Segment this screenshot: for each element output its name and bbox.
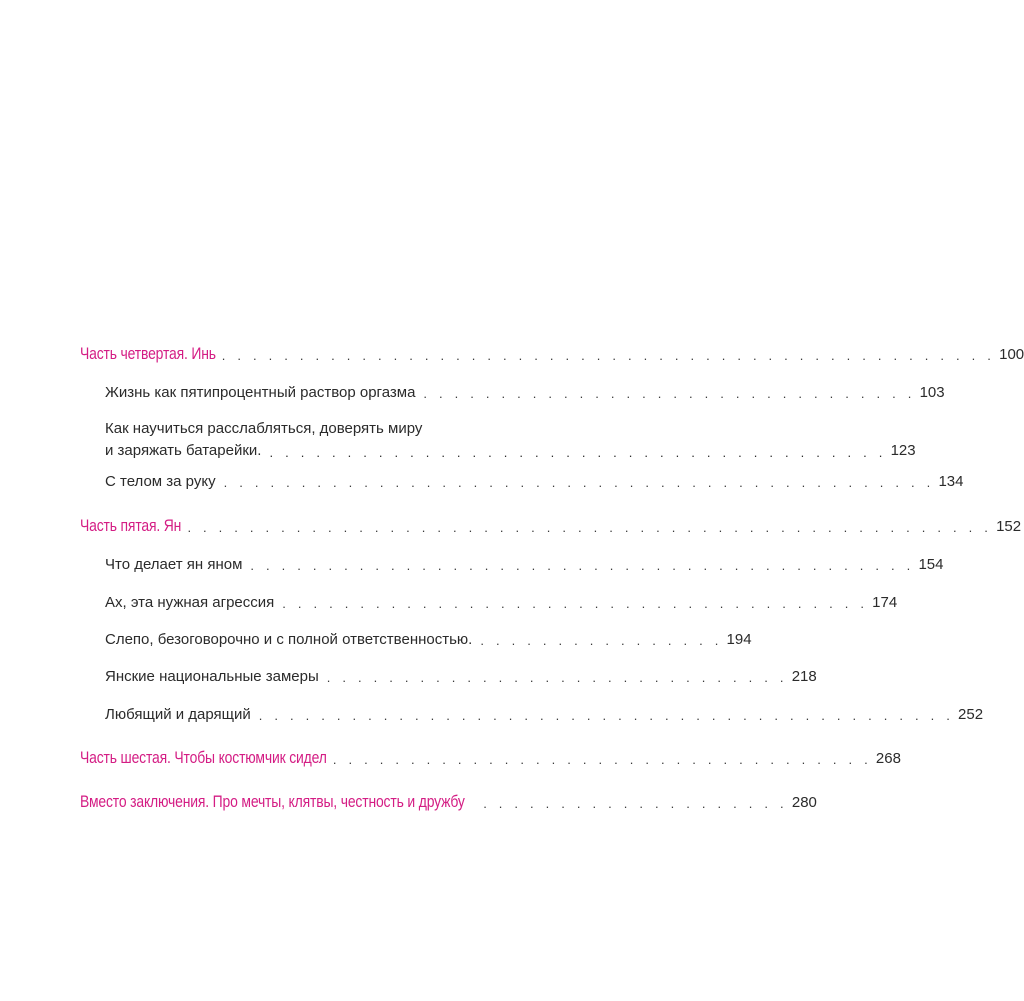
toc-conclusion[interactable]	[80, 792, 817, 813]
chapter-title-line-2: и заряжать батарейки.	[105, 442, 262, 459]
chapter-title: Ах, эта нужная агрессия	[105, 594, 275, 611]
leader-dots: . . . . . . . . . . . . . . . . . . . . . . . . . . . . . . . . . . . . . . . . . . . . . .	[223, 475, 935, 490]
toc-part-4[interactable]	[80, 344, 1024, 365]
page-number: 103	[919, 384, 945, 401]
leader-dots: . . . . . . . . . . . . . . . . . . . . . . . . . . . . . . . . . . .	[332, 752, 872, 767]
toc-chapter[interactable]	[105, 593, 898, 613]
part-title: Часть шестая. Чтобы костюмчик сидел	[80, 748, 327, 767]
toc-chapter[interactable]	[105, 418, 916, 462]
leader-dots: . . . . . . . . . . . . . . . . . . . . . . . . . . . . . . . . . . . . . . . . . . . . .	[258, 708, 955, 723]
chapter-title: Слепо, безоговорочно и с полной ответственностью.	[105, 631, 473, 648]
page-number: 123	[890, 442, 916, 459]
page-number: 252	[958, 706, 984, 723]
leader-dots: . . . . . . . . . . . . . . . . . . . . . . . . . . . . . . . . . . . . . . . .	[269, 445, 887, 460]
part-title: Вместо заключения. Про мечты, клятвы, честность и дружбу	[80, 792, 465, 811]
leader-dots: . . . . . . . . . . . . . . . .	[480, 633, 723, 648]
part-title: Часть пятая. Ян	[80, 516, 182, 535]
toc-chapter[interactable]	[105, 472, 964, 492]
leader-dots: . . . . . . . . . . . . . . . . . . . . . . . . . . . . . .	[326, 670, 788, 685]
page-number: 280	[791, 794, 817, 811]
page-number: 100	[999, 346, 1024, 363]
part-title: Часть четвертая. Инь	[80, 344, 216, 363]
page-number: 218	[791, 668, 817, 685]
toc-part-6[interactable]	[80, 748, 901, 769]
chapter-title: Жизнь как пятипроцентный раствор оргазма	[105, 384, 416, 401]
toc-chapter[interactable]	[105, 705, 984, 725]
toc-part-5[interactable]	[80, 516, 1022, 537]
leader-dots: . . . . . . . . . . . . . . . . . . . . . . . . . . . . . . . . . . . . . .	[282, 596, 869, 611]
chapter-title: С телом за руку	[105, 473, 216, 490]
page-number: 194	[726, 631, 752, 648]
page-number: 154	[918, 556, 944, 573]
page-number: 152	[996, 518, 1022, 535]
leader-dots: . . . . . . . . . . . . . . . . . . . . . . . . . . . . . . . . . . . . . . . . . . . . . . . . . . . .	[187, 520, 993, 535]
toc-chapter[interactable]	[105, 383, 945, 403]
leader-dots: . . . . . . . . . . . . . . . . . . . .	[483, 796, 788, 811]
toc-chapter[interactable]	[105, 630, 752, 650]
chapter-title-line-1: Как научиться расслабляться, доверять миру	[105, 420, 423, 437]
page-number: 134	[938, 473, 964, 490]
chapter-title: Любящий и дарящий	[105, 706, 251, 723]
toc-chapter[interactable]	[105, 555, 944, 575]
toc-chapter[interactable]	[105, 667, 817, 687]
page-number: 268	[875, 750, 901, 767]
leader-dots: . . . . . . . . . . . . . . . . . . . . . . . . . . . . . . . . . . . . . . . . . . . . . . . . . .	[221, 348, 996, 363]
leader-dots: . . . . . . . . . . . . . . . . . . . . . . . . . . . . . . . .	[423, 386, 916, 401]
chapter-title: Янские национальные замеры	[105, 668, 319, 685]
chapter-title: Что делает ян яном	[105, 556, 243, 573]
page-number: 174	[872, 594, 898, 611]
leader-dots: . . . . . . . . . . . . . . . . . . . . . . . . . . . . . . . . . . . . . . . . . . .	[250, 558, 915, 573]
